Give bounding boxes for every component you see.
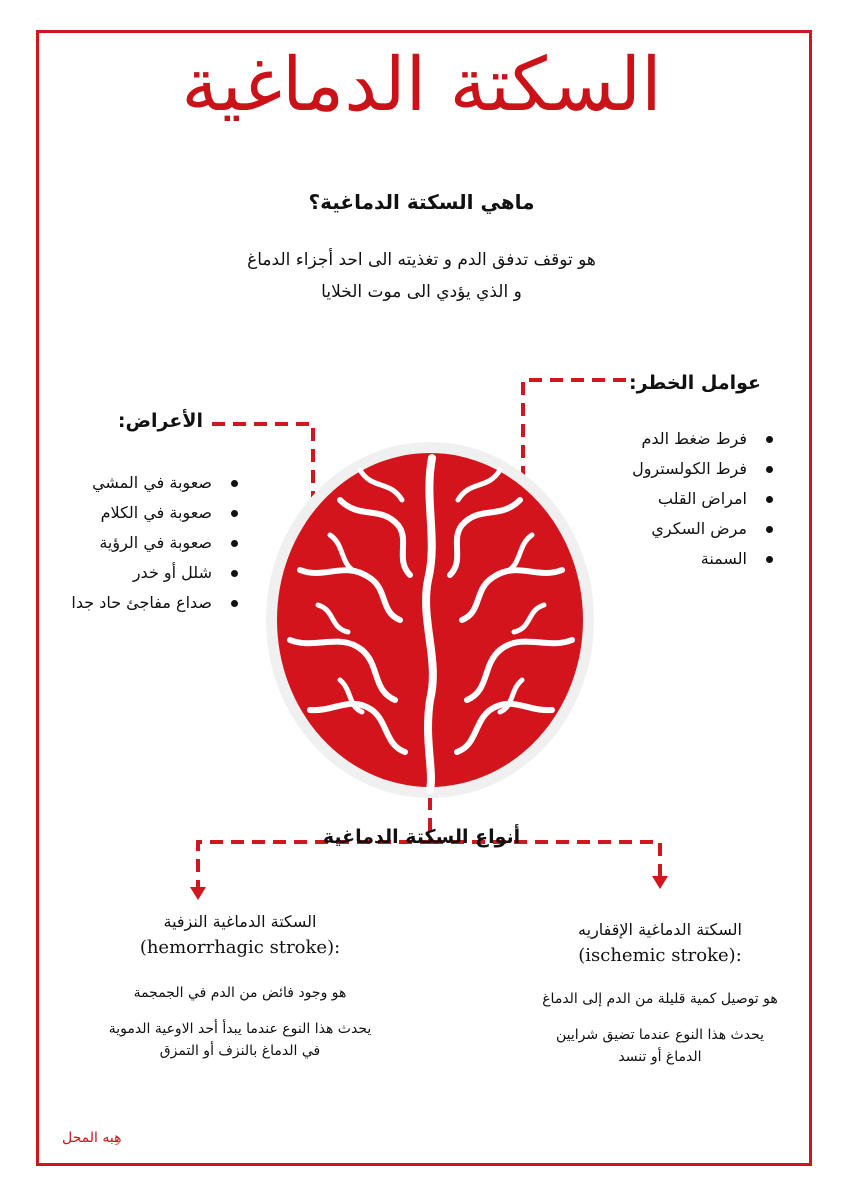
ischemic-english: (ischemic stroke):	[578, 945, 742, 966]
symptoms-list	[71, 468, 238, 618]
list-item: صعوبة في الكلام	[71, 498, 238, 528]
bullet-icon	[231, 480, 238, 487]
bullet-icon	[766, 496, 773, 503]
bullet-icon	[231, 540, 238, 547]
list-item: فرط الكولسترول	[632, 454, 773, 484]
definition-question: ماهي السكتة الدماغية؟	[308, 190, 535, 214]
list-item: صعوبة في الرؤية	[71, 528, 238, 558]
page-title: السكتة الدماغية	[181, 42, 662, 128]
arrow-head-left	[190, 887, 206, 900]
ischemic-title: السكتة الدماغية الإقفاريه	[578, 920, 742, 939]
bullet-icon	[766, 436, 773, 443]
definition-line-2: و الذي يؤدي الى موت الخلايا	[321, 282, 522, 302]
risk-factors-list	[632, 424, 773, 574]
hemorrhagic-desc-2a: يحدث هذا النوع عندما يبدأ أحد الاوعية الدموية	[108, 1021, 372, 1037]
hemorrhagic-english: (hemorrhagic stroke):	[139, 937, 341, 958]
ischemic-stroke-section	[510, 918, 810, 1068]
symptoms-heading: الأعراض:	[117, 410, 203, 432]
risk-factors-heading: عوامل الخطر:	[628, 372, 761, 394]
list-item: امراض القلب	[632, 484, 773, 514]
risk-connector	[523, 380, 626, 492]
brain-illustration	[266, 442, 594, 798]
arrow-head-right	[652, 876, 668, 889]
list-item: صداع مفاجئ حاد جدا	[71, 588, 238, 618]
list-item: مرض السكري	[632, 514, 773, 544]
hemorrhagic-desc-1: هو وجود فائض من الدم في الجمجمة	[133, 985, 347, 1001]
list-item: شلل أو خدر	[71, 558, 238, 588]
bullet-icon	[766, 526, 773, 533]
definition-line-1: هو توقف تدفق الدم و تغذيته الى احد أجزاء الدماغ	[247, 250, 596, 270]
author-signature: هِبه المحل	[62, 1130, 122, 1146]
ischemic-desc-1: هو توصيل كمية قليلة من الدم إلى الدماغ	[542, 991, 778, 1007]
bullet-icon	[231, 600, 238, 607]
bullet-icon	[766, 556, 773, 563]
bullet-icon	[231, 570, 238, 577]
hemorrhagic-stroke-section	[90, 910, 390, 1062]
types-heading: أنواع السكتة الدماغية	[322, 826, 521, 848]
bullet-icon	[766, 466, 773, 473]
list-item: صعوبة في المشي	[71, 468, 238, 498]
list-item: فرط ضغط الدم	[632, 424, 773, 454]
hemorrhagic-desc-2b: في الدماغ بالنزف أو التمزق	[159, 1043, 321, 1059]
ischemic-desc-2a: يحدث هذا النوع عندما تضيق شرايين	[555, 1027, 765, 1043]
ischemic-desc-2b: الدماغ أو تنسد	[618, 1049, 702, 1065]
bullet-icon	[231, 510, 238, 517]
list-item: السمنة	[632, 544, 773, 574]
hemorrhagic-title: السكتة الدماغية النزفية	[163, 912, 317, 931]
